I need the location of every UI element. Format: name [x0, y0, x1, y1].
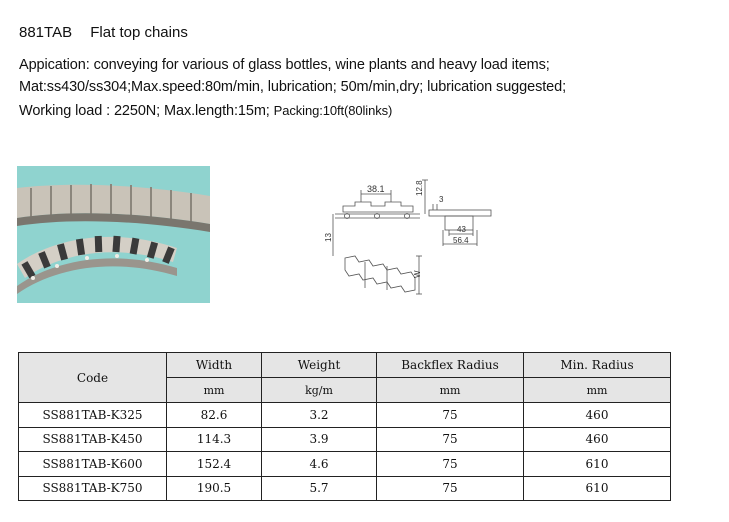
spec-table	[18, 352, 671, 501]
chain-drawing	[325, 170, 505, 300]
load-line	[19, 103, 392, 119]
dim-56-label: 56.4	[453, 236, 469, 245]
cell-weight: 3.2	[262, 403, 377, 428]
model-name: Flat top chains	[90, 24, 188, 41]
col-header-min-radius: Min. Radius	[524, 353, 671, 378]
col-header-code: Code	[19, 353, 167, 403]
cell-min-radius: 460	[524, 427, 671, 452]
cell-width: 82.6	[167, 403, 262, 428]
material-text: Mat:ss430/ss304;Max.speed:80m/min, lubrication; 50m/min,dry; lubrication suggested;	[19, 79, 566, 95]
cell-weight: 4.6	[262, 452, 377, 477]
cell-backflex: 75	[377, 452, 524, 477]
cell-width: 152.4	[167, 452, 262, 477]
application-text: Appication: conveying for various of glass bottles, wine plants and heavy load items;	[19, 57, 550, 73]
page-title	[19, 24, 188, 41]
col-header-backflex: Backflex Radius	[377, 353, 524, 378]
cell-weight: 5.7	[262, 476, 377, 501]
dim-43-label: 43	[457, 225, 466, 234]
table-row	[19, 427, 671, 452]
dim-height-label: 12.8	[415, 180, 424, 196]
col-header-width: Width	[167, 353, 262, 378]
table-row	[19, 452, 671, 477]
load-text: Working load : 2250N; Max.length:15m;	[19, 103, 274, 119]
unit-min-radius: mm	[524, 378, 671, 403]
chain-photo	[17, 166, 210, 303]
cell-width: 114.3	[167, 427, 262, 452]
dim-thickness-label: 3	[439, 195, 444, 204]
table-row	[19, 403, 671, 428]
table-row	[19, 476, 671, 501]
packing-text: Packing:10ft(80links)	[273, 103, 393, 118]
cell-code: SS881TAB-K600	[19, 452, 167, 477]
cell-width: 190.5	[167, 476, 262, 501]
dim-width-label: W	[413, 270, 422, 278]
cell-backflex: 75	[377, 403, 524, 428]
table-header-row	[19, 353, 671, 378]
unit-width: mm	[167, 378, 262, 403]
cell-code: SS881TAB-K325	[19, 403, 167, 428]
cell-min-radius: 610	[524, 452, 671, 477]
col-header-weight: Weight	[262, 353, 377, 378]
cell-min-radius: 460	[524, 403, 671, 428]
cell-min-radius: 610	[524, 476, 671, 501]
cell-weight: 3.9	[262, 427, 377, 452]
cell-code: SS881TAB-K750	[19, 476, 167, 501]
cell-backflex: 75	[377, 476, 524, 501]
cell-code: SS881TAB-K450	[19, 427, 167, 452]
dim-pitch-label: 38.1	[367, 184, 385, 194]
cell-backflex: 75	[377, 427, 524, 452]
dim-side-label: 13	[324, 233, 333, 242]
unit-weight: kg/m	[262, 378, 377, 403]
unit-backflex: mm	[377, 378, 524, 403]
model-code: 881TAB	[19, 24, 73, 41]
